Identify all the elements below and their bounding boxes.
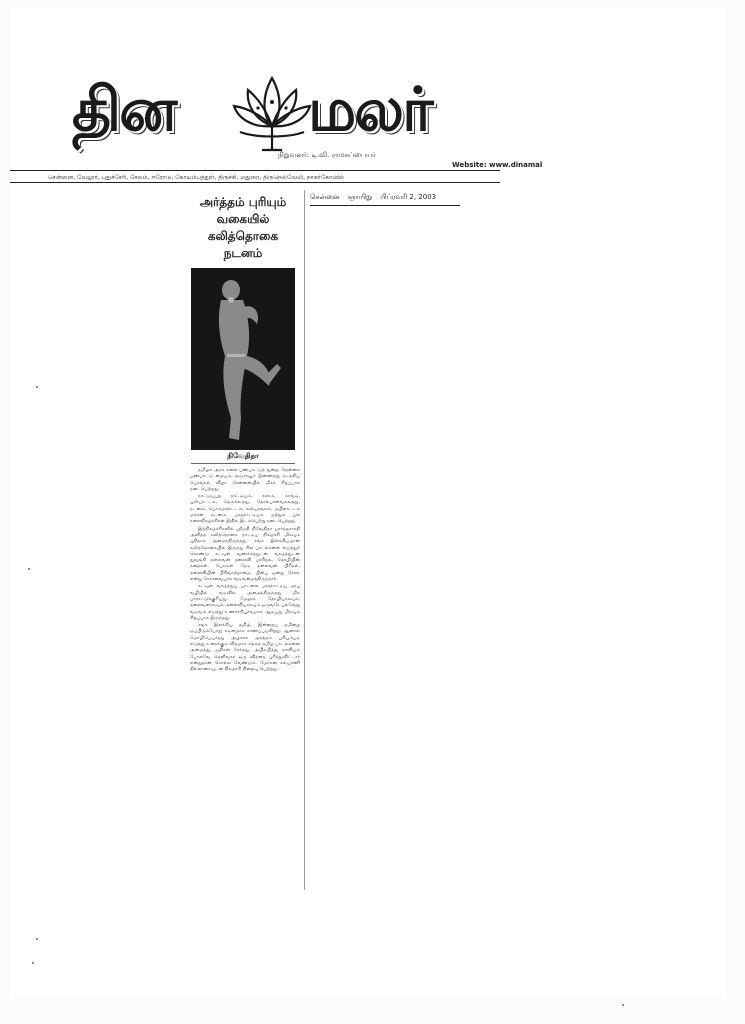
scan-speck — [28, 568, 30, 570]
article-headline — [185, 194, 301, 262]
article-paragraph: தமிழக அரசு கலை பண்பாட்டுத் துறை, தென்னக பண்பாட்டு மையம், தஞ்சாவூர் இணைந்து நடத்திய பொங்கல் விழா சென்னையில் மிகச் சிறப்பாக நடைபெற்றது. — [190, 468, 300, 492]
scan-speck — [36, 386, 38, 388]
headline-line: அர்த்தம் புரியும் — [199, 195, 287, 209]
article-paragraph: கடவுள் வாழ்த்துப் பாடலை பரதநாட்டிய மரபு வழியில் வடிவில் அமைத்திருந்தது மிக பாராட்டுக்குரியது. மேலும் தோழியாகவும், தலைவனாகவும், தலைவியாகவும் ஒருவரே பல்வேறு வடிவம் எடுத்து உணர்ச்சிபூர்வமாக ஆடியது மிகவும் சிறப்பாக இருந்தது. — [190, 584, 300, 621]
masthead-rule-top — [10, 170, 500, 171]
masthead-name-left: தின — [72, 75, 176, 145]
dateline-rule — [310, 205, 460, 206]
dancer-photo — [191, 268, 295, 450]
founder-line: நிறுவனர்: டி.வி. ராமசுப்பையர் — [278, 151, 376, 159]
article-body — [190, 468, 300, 675]
article-paragraph: சங்க இலக்கிய தமிழ், இன்றைய தமிழை ஒப்பிடும்போது கடினமாக காணப்படுகிறது. ஆனால் மொழிபெயர்த்து அழகாக அர்த்தம் புரியும்படி எடுத்து உரைக்கும் விதமாக சங்கத் தமிழ் பாடல்களை அமைத்து, ஜதிகள் சேர்த்து, அபிநயித்து காவியம் போலவே தெளிவாக ஒரு விந்தை புரிந்துவிட்டார் என்றுதான் சொல்ல வேண்டும். மோகன கல்யாணி தில்லானாவுடன் நிகழ்ச்சி நிறைவு பெற்றது. — [190, 623, 300, 673]
dancer-silhouette — [191, 268, 295, 450]
scan-speck — [622, 1004, 624, 1006]
masthead-rule-bottom — [10, 182, 500, 183]
website-url: Website: www.dinamal — [452, 161, 543, 169]
dateline-day: ஞாயிறு — [347, 193, 372, 201]
article-paragraph: நாட்டுப்புற நாட்டியம், கரகம், காவடி, புலியாட்டம், தெருக்கூத்து, தோல்பாவைக்கூத்து, நடனம், பொம்மலாட்டம், கலியரங்கம், மயிலாட்டம் மக்கள் நடனம், பரதநாட்டியம் மற்றும் பல கலைநிகழ்ச்சிகள் இதில் இடம்பெற்று நடைபெற்றது. — [190, 494, 300, 525]
edition-cities: சென்னை, வேலூர், புதுச்சேரி, சேலம், ஈரோடு, கோயம்புத்தூர், திருச்சி, மதுரை, திருநெல்வேலி, நாகர்கோவில் — [48, 174, 344, 181]
article-paragraph: இந்நிகழ்ச்சிகளில் ஸ்ரீமதி நிவேதிதா பார்த்தசாரதி அளித்த கலித்தொகை நாட்டிய நிகழ்ச்சி மிகவும் புதிதாக அமைந்திருந்தது. சங்க இலக்கியமான கலித்தொகையில் இருந்து சில பாடல்களை எடுத்துக் கொண்டு கடவுள் வணக்கத்துடன் வாழ்த்துடன் துவங்கி தலைவன் தலைவி பாசிதல், தோழியின் கதைகள், பொருள் தேடி தலைவன் பிரிதல், தலைவியின் பிரிவாற்றாமை, பின்பு ஒன்று சேரல் என்று கோர்வையாக வடிவமைத்திருந்தார். — [190, 526, 300, 583]
newspaper-masthead — [72, 62, 472, 158]
photo-caption: நிவேதிதா — [191, 452, 295, 464]
dateline-edition: சென்னை — [310, 193, 340, 201]
dateline-date: பிப்ரவரி 2, 2003 — [380, 193, 437, 201]
headline-line: கலித்தொகை — [207, 229, 279, 243]
scan-speck — [36, 938, 38, 940]
dateline — [310, 193, 442, 202]
headline-line: வகையில் — [216, 212, 270, 226]
scan-speck — [32, 962, 34, 964]
headline-line: நடனம் — [223, 246, 263, 260]
lotus-emblem-icon — [232, 68, 312, 152]
masthead-name-right: மலர் — [308, 75, 432, 145]
